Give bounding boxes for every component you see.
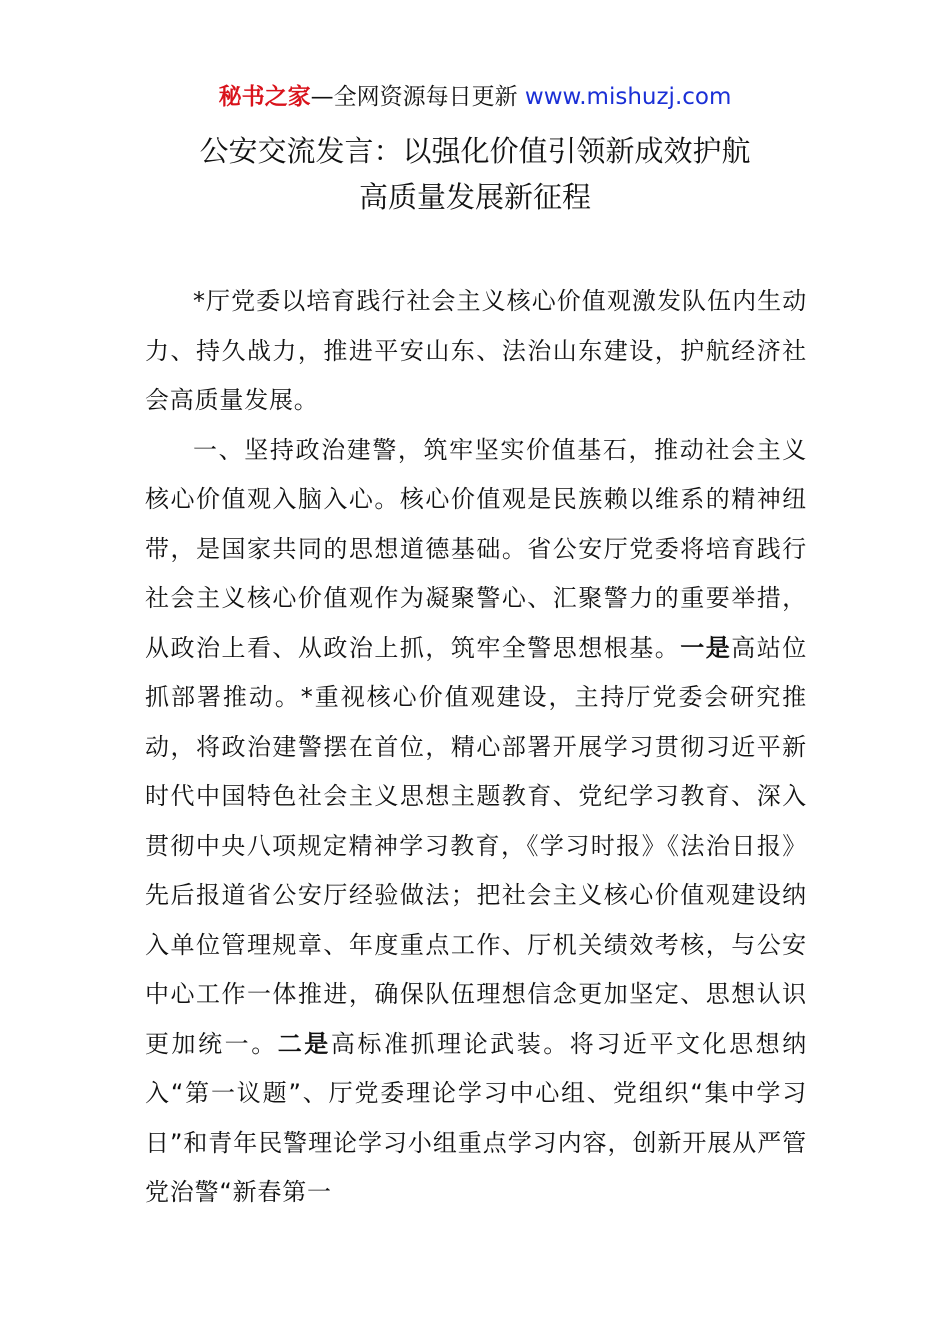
- site-url-link[interactable]: www.mishuzj.com: [524, 84, 732, 110]
- site-header-banner: [0, 80, 950, 114]
- site-brand-name: 秘书之家: [218, 84, 311, 110]
- document-body: [145, 277, 807, 1218]
- point-two-label: 二是: [277, 1029, 331, 1058]
- document-title: [0, 128, 950, 220]
- section-one-intro-text: 一、坚持政治建警，筑牢坚实价值基石，推动社会主义核心价值观入脑入心。核心价值观是民族赖以维系的精神纽带，是国家共同的思想道德基础。省公安厅党委将培育践行社会主义核心价值观作为凝聚警心、汇聚警力的重要举措，从政治上看、从政治上抓，筑牢全警思想根基。: [145, 435, 807, 662]
- point-one-label: 一是: [680, 633, 732, 662]
- document-title-line-2: 高质量发展新征程: [358, 180, 591, 214]
- paragraph-section-one: [145, 426, 807, 1218]
- point-two-text: 高标准抓理论武装。将习近平文化思想纳入“第一议题”、厅党委理论学习中心组、党组织“集中学习日”和青年民警理论学习小组重点学习内容，创新开展从严管党治警“新春第一: [145, 1029, 807, 1206]
- site-tagline: —全网资源每日更新: [310, 84, 525, 110]
- paragraph-intro: *厅党委以培育践行社会主义核心价值观激发队伍内生动力、持久战力，推进平安山东、法治山东建设，护航经济社会高质量发展。: [145, 287, 807, 414]
- point-one-text: 高站位抓部署推动。*重视核心价值观建设，主持厅党委会研究推动，将政治建警摆在首位，精心部署开展学习贯彻习近平新时代中国特色社会主义思想主题教育、党纪学习教育、深入贯彻中央八项规定精神学习教育，《学习时报》《法治日报》先后报道省公安厅经验做法；把社会主义核心价值观建设纳入单位管理规章、年度重点工作、厅机关绩效考核，与公安中心工作一体推进，确保队伍理想信念更加坚定、思想认识更加统一。: [145, 633, 807, 1058]
- document-title-line-1: 公安交流发言：以强化价值引领新成效护航: [199, 134, 751, 168]
